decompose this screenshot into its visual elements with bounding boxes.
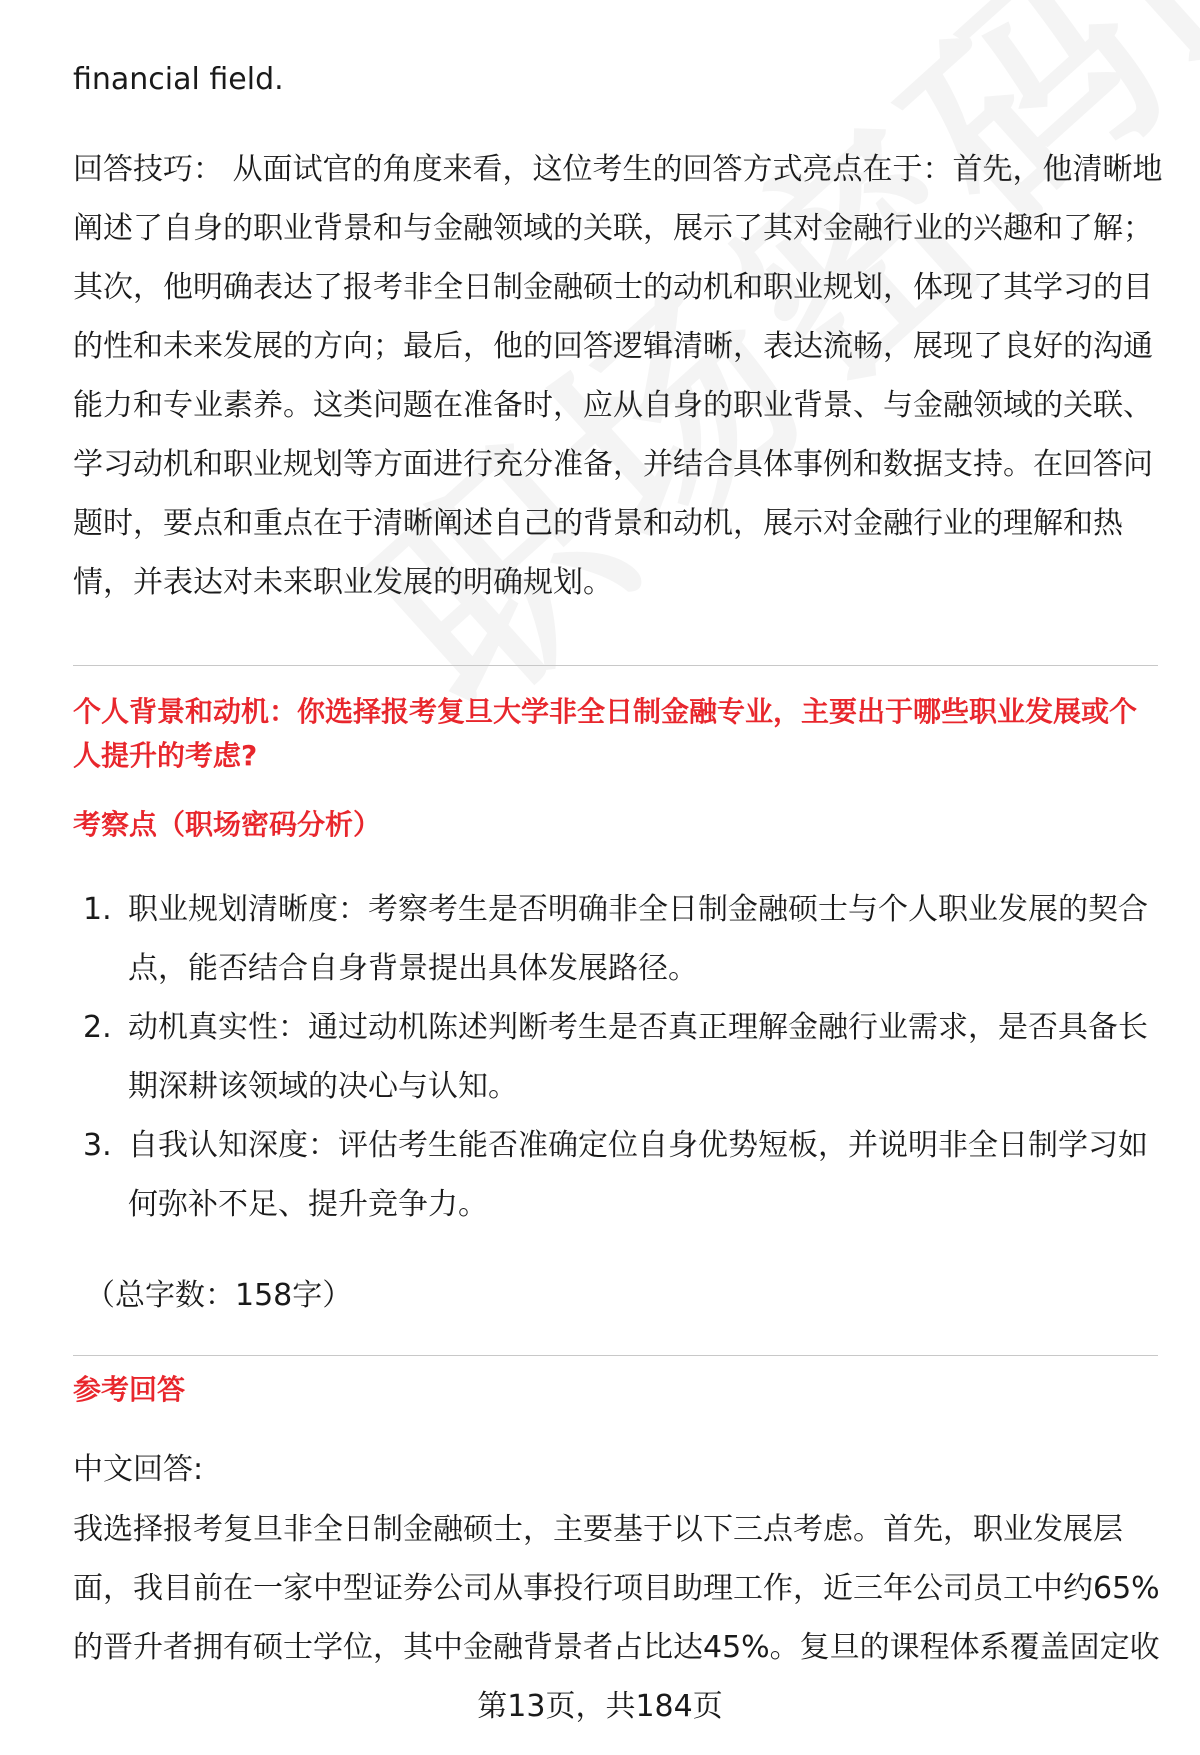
- section-divider: [73, 1355, 1158, 1356]
- section-divider: [73, 665, 1158, 666]
- focus-point-text: 职业规划清晰度：考察考生是否明确非全日制金融硕士与个人职业发展的契合点，能否结合自身背景提出具体发展路径。: [128, 892, 1148, 986]
- focus-points-heading: 考察点（职场密码分析）: [73, 808, 382, 841]
- focus-point-number: 1.: [83, 892, 112, 927]
- word-count: （总字数：158字）: [85, 1278, 353, 1313]
- page-footer: 第13页，共184页: [477, 1689, 723, 1724]
- chinese-answer-text: 我选择报考复旦非全日制金融硕士，主要基于以下三点考虑。首先，职业发展层面，我目前在一家中型证券公司从事投行项目助理工作，近三年公司员工中约65%的晋升者拥有硕士学位，其中金融背景者占比达45%。复旦的课程体系覆盖固定收: [73, 1512, 1160, 1665]
- focus-point-item: [73, 998, 1163, 1116]
- chinese-answer-label: 中文回答:: [73, 1452, 204, 1487]
- focus-points-list: [73, 880, 1163, 1234]
- answer-tips-paragraph: 回答技巧： 从面试官的角度来看，这位考生的回答方式亮点在于：首先，他清晰地阐述了自身的职业背景和与金融领域的关联，展示了其对金融行业的兴趣和了解；其次，他明确表达了报考非全日制金融硕士的动机和职业规划，体现了其学习的目的性和未来发展的方向；最后，他的回答逻辑清晰，表达流畅，展现了良好的沟通能力和专业素养。这类问题在准备时，应从自身的职业背景、与金融领域的关联、学习动机和职业规划等方面进行充分准备，并结合具体事例和数据支持。在回答问题时，要点和重点在于清晰阐述自己的背景和动机，展示对金融行业的理解和热情，并表达对未来职业发展的明确规划。: [73, 152, 1163, 600]
- question-heading: 个人背景和动机：你选择报考复旦大学非全日制金融专业，主要出于哪些职业发展或个人提升的考虑?: [73, 695, 1138, 772]
- focus-point-item: [73, 1116, 1163, 1234]
- reference-answer-heading: 参考回答: [73, 1373, 186, 1406]
- focus-point-number: 3.: [83, 1128, 112, 1163]
- focus-point-text: 自我认知深度：评估考生能否准确定位自身优势短板，并说明非全日制学习如何弥补不足、提升竞争力。: [128, 1128, 1148, 1222]
- focus-point-text: 动机真实性：通过动机陈述判断考生是否真正理解金融行业需求，是否具备长期深耕该领域的决心与认知。: [128, 1010, 1148, 1104]
- focus-point-item: [73, 880, 1163, 998]
- intro-line: financial field.: [73, 62, 284, 97]
- focus-point-number: 2.: [83, 1010, 112, 1045]
